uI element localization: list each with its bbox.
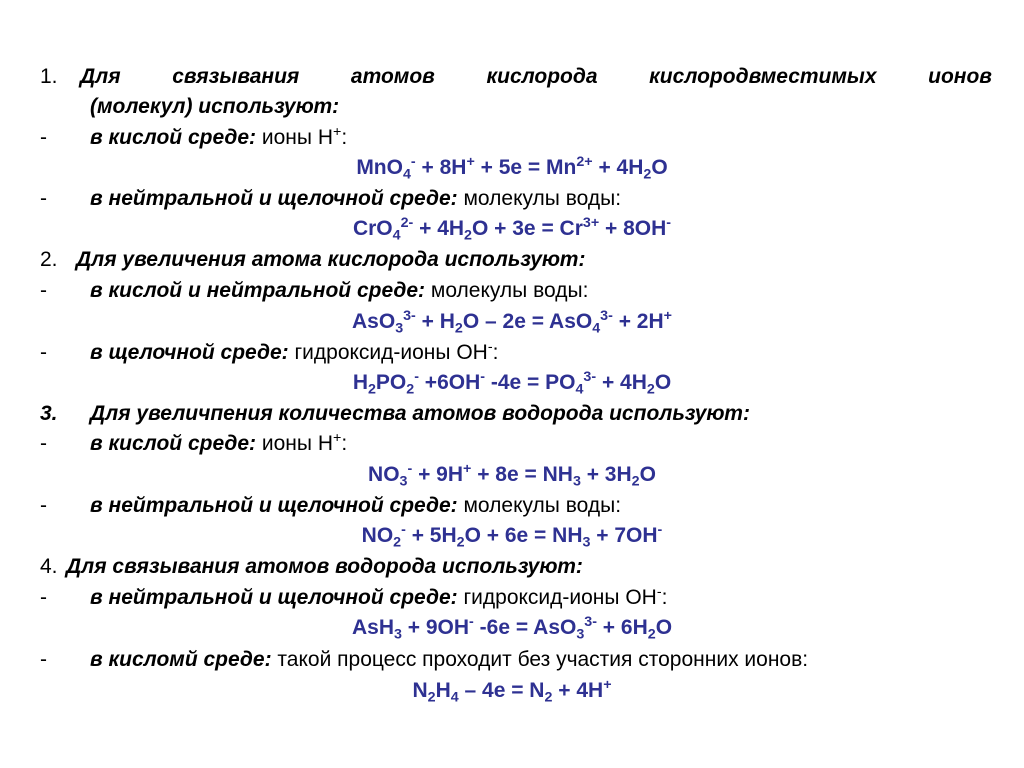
section-1-heading-line2: (молекул) используют: bbox=[90, 95, 340, 118]
equation: $AsO_3^{3-} + H_2O - 2e = AsO_4^{3-} + 2H^+$ bbox=[352, 308, 672, 337]
item-rest: гидроксид-ионы ОН-: bbox=[288, 339, 499, 364]
section-2-heading-line1: Для увеличения атома кислорода используют: bbox=[76, 248, 586, 271]
item-label: в нейтральной и щелочной среде: bbox=[90, 494, 458, 517]
section-1-number: 1. bbox=[40, 65, 58, 88]
equation: $H_2PO_2^- +6OH^-$ $-4e = PO_4^{3-} + 4H_2O$ bbox=[352, 369, 672, 398]
bullet-dash: - bbox=[40, 279, 47, 302]
section-2-number: 2. bbox=[40, 248, 58, 271]
item-rest: молекулы воды: bbox=[425, 279, 589, 302]
section-1-heading-line1: Для связывания атомов кислорода кислородвместимых ионов bbox=[80, 65, 992, 88]
item-label: в кисломй среде: bbox=[90, 648, 272, 671]
item-text bbox=[90, 584, 667, 612]
item-text bbox=[90, 430, 347, 458]
section-4-heading-line1: Для связывания атомов водорода используют: bbox=[66, 555, 583, 578]
item-text bbox=[90, 646, 808, 674]
item-text bbox=[90, 492, 621, 520]
item-rest: ионы Н+: bbox=[256, 430, 348, 455]
item-text bbox=[90, 339, 498, 367]
bullet-dash: - bbox=[40, 432, 47, 455]
item-label: в щелочной среде: bbox=[90, 341, 289, 364]
item-rest: ионы Н+: bbox=[256, 124, 348, 149]
bullet-dash: - bbox=[40, 126, 47, 149]
item-rest: молекулы воды: bbox=[457, 494, 622, 517]
equation: $CrO_4^{2-} + 4H_2O + 3e = Cr^{3+} + 8OH^-$ bbox=[352, 215, 672, 244]
bullet-dash: - bbox=[40, 586, 47, 609]
equation: $NO_3^- + 9H^+ + 8e = NH_3 + 3H_2O$ bbox=[368, 461, 656, 490]
bullet-dash: - bbox=[40, 187, 47, 210]
item-label: в кислой среде: bbox=[90, 432, 257, 455]
equation: $N_2H_4 - 4e = N_2 + 4H^+$ bbox=[412, 677, 612, 706]
item-text bbox=[90, 277, 588, 305]
section-3-heading-line1: Для увеличпения количества атомов водорода используют: bbox=[90, 402, 750, 425]
item-label: в кислой и нейтральной среде: bbox=[90, 279, 426, 302]
section-4-number: 4. bbox=[40, 555, 58, 578]
equation: $NO_2^- + 5H_2O + 6e = NH_3 + 7OH^-$ bbox=[361, 522, 663, 551]
section-3-number: 3. bbox=[40, 402, 58, 425]
item-rest: гидроксид-ионы ОН-: bbox=[457, 584, 668, 609]
equation: $MnO_4^- + 8H^+ + 5e = Mn^{2+} + 4H_2O$ bbox=[356, 154, 668, 183]
item-rest: такой процесс проходит без участия сторонних ионов: bbox=[271, 648, 809, 671]
equation: AsH$_3$ + 9OH- $-6e = AsO_3^{3-} + 6H_2O$ bbox=[351, 614, 673, 643]
item-label: в нейтральной и щелочной среде: bbox=[90, 187, 458, 210]
item-text bbox=[90, 185, 621, 213]
bullet-dash: - bbox=[40, 494, 47, 517]
item-label: в нейтральной и щелочной среде: bbox=[90, 586, 458, 609]
bullet-dash: - bbox=[40, 341, 47, 364]
item-rest: молекулы воды: bbox=[457, 187, 622, 210]
item-label: в кислой среде: bbox=[90, 126, 257, 149]
bullet-dash: - bbox=[40, 648, 47, 671]
item-text bbox=[90, 124, 347, 152]
